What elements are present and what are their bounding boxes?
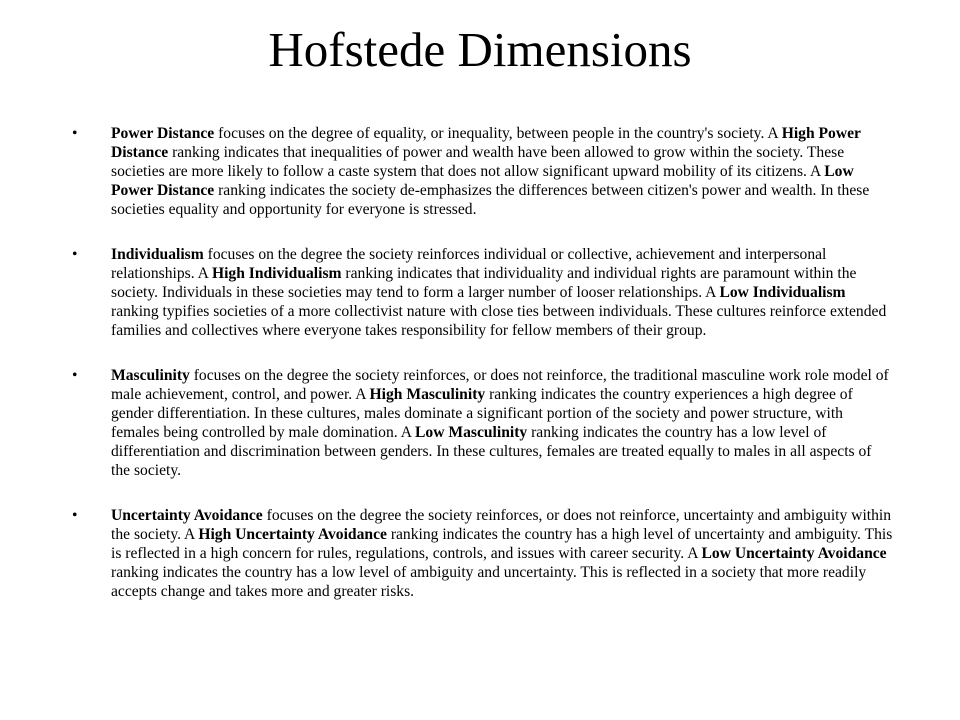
- bullet-icon: •: [72, 125, 78, 142]
- dimension-text: ranking indicates the country experiences a high degree of gender differentiation. In these cultures, males dominate a significant portion of the society and power structure, with females being controlled by male domination. A: [111, 386, 853, 441]
- dimension-text: ranking indicates the society de-emphasizes the differences between citizen's power and wealth. In these societies equality and opportunity for everyone is stressed.: [111, 182, 870, 218]
- dimension-text: ranking indicates the country has a low level of differentiation and discrimination between genders. In these cultures, females are treated equally to males in all aspects of the society.: [111, 424, 872, 479]
- low-ranking-term: Low Individualism: [719, 284, 846, 301]
- high-ranking-term: High Individualism: [211, 265, 342, 282]
- bullet-icon: •: [72, 507, 78, 524]
- dimension-power-distance: [72, 124, 894, 219]
- dimension-uncertainty-avoidance: [72, 506, 894, 601]
- dimension-text: focuses on the degree the society reinforces, or does not reinforce, the traditional masculine work role model of male achievement, control, and power. A: [111, 367, 889, 403]
- dimension-term: Individualism: [111, 246, 204, 263]
- low-ranking-term: Low Masculinity: [415, 424, 528, 441]
- high-ranking-term: High Uncertainty Avoidance: [198, 526, 387, 543]
- high-ranking-term: High Power Distance: [111, 125, 861, 161]
- dimension-term: Masculinity: [111, 367, 190, 384]
- dimension-text: ranking typifies societies of a more collectivist nature with close ties between individuals. These cultures reinforce extended families and collectives where everyone takes responsibility for fellow members of their group.: [111, 303, 887, 339]
- low-ranking-term: Low Uncertainty Avoidance: [701, 545, 887, 562]
- dimension-term: Uncertainty Avoidance: [111, 507, 263, 524]
- dimension-text: ranking indicates the country has a high level of uncertainty and ambiguity. This is reflected in a high concern for rules, regulations, controls, and issues with career security. A: [111, 526, 893, 562]
- dimension-text: ranking indicates the country has a low level of ambiguity and uncertainty. This is reflected in a society that more readily accepts change and takes more and greater risks.: [111, 564, 867, 600]
- low-ranking-term: Low Power Distance: [111, 163, 854, 199]
- high-ranking-term: High Masculinity: [369, 386, 486, 403]
- dimension-text: focuses on the degree the society reinforces individual or collective, achievement and interpersonal relationships. A: [111, 246, 827, 282]
- dimension-term: Power Distance: [111, 125, 215, 142]
- bullet-icon: •: [72, 246, 78, 263]
- bullet-icon: •: [72, 367, 78, 384]
- slide-title: Hofstede Dimensions: [268, 22, 692, 77]
- dimension-text: ranking indicates that inequalities of power and wealth have been allowed to grow within the society. These societies are more likely to follow a caste system that does not allow significant upward mobility of its citizens. A: [111, 144, 845, 180]
- dimension-text: focuses on the degree of equality, or inequality, between people in the country's society. A: [214, 125, 782, 142]
- dimension-text: ranking indicates that individuality and individual rights are paramount within the society. Individuals in these societies may tend to form a larger number of looser relationships. A: [111, 265, 857, 301]
- dimension-masculinity: [72, 366, 894, 480]
- dimension-list: [72, 124, 894, 627]
- dimension-individualism: [72, 245, 894, 340]
- dimension-text: focuses on the degree the society reinforces, or does not reinforce, uncertainty and ambiguity within the society. A: [111, 507, 892, 543]
